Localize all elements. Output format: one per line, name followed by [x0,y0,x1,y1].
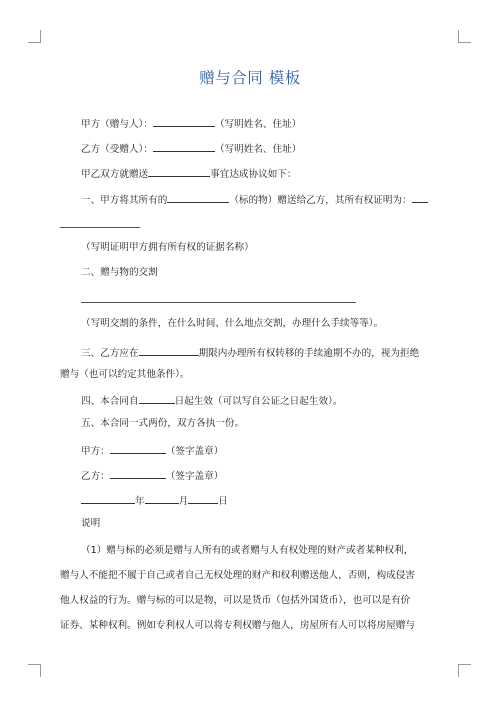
explanation-heading: 说明 [81,518,101,529]
month-blank[interactable] [145,493,179,504]
clause-4-prefix: 四、本合同自 [81,396,139,407]
date-line [81,493,228,508]
year-blank[interactable] [81,493,135,504]
explanation-line-4: 证券、某种权利。例如专利权人可以将专利权赠与他人，房屋所有人可以将房屋赠与 [60,620,415,631]
clause-1-note: （写明证明甲方拥有所有权的证据名称） [81,242,254,253]
party-a-line [81,116,301,131]
signature-a-blank[interactable] [110,443,166,454]
party-b-blank[interactable] [153,141,215,152]
crop-mark-top-right [458,30,471,43]
clause-1-proof-continuation-blank[interactable] [60,227,140,228]
gift-item-blank[interactable] [148,166,210,177]
day-label: 日 [218,496,228,507]
signature-b-blank[interactable] [110,468,166,479]
signature-b-label: 乙方： [81,471,110,482]
clause-1-proof-blank[interactable] [412,192,428,203]
clause-1-object-blank[interactable] [167,192,229,203]
clause-1-prefix: 一、甲方将其所有的 [81,195,168,206]
document-title: 赠与合同 模板 [199,69,301,87]
clause-4-suffix: 日起生效（可以写自公证之日起生效）。 [174,396,343,407]
clause-4-line [81,393,342,408]
clause-3-line [81,345,419,360]
clause-5-line: 五、本合同一式两份，双方各执一份。 [81,418,245,429]
intro-suffix: 事宜达成协议如下： [210,169,297,180]
signature-b-hint: （签字盖章） [165,471,224,482]
signature-b-line [81,468,223,483]
explanation-line-3: 他人权益的行为。赠与标的可以是物，可以是货币（包括外国货币），也可以是有价 [60,595,411,606]
crop-mark-top-left [28,30,41,43]
explanation-line-1: （1）赠与标的必须是赠与人所有的或者赠与人有权处理的财产或者某种权利， [81,545,414,556]
signature-a-hint: （签字盖章） [165,446,224,457]
clause-2-title: 二、赠与物的交割 [81,267,158,278]
crop-mark-bottom-left [28,664,41,677]
party-b-hint: （写明姓名、住址） [214,144,302,155]
party-a-label: 甲方（赠与人）： [81,119,153,130]
clause-4-effective-date-blank[interactable] [139,393,175,404]
clause-3-continuation: 赠与（也可以约定其他条件）。 [60,369,190,380]
year-label: 年 [135,496,145,507]
day-blank[interactable] [188,493,218,504]
clause-1-middle: （标的物）赠送给乙方，其所有权证明为： [229,195,412,206]
intro-prefix: 甲乙双方就赠送 [81,169,149,180]
clause-2-note: （写明交割的条件，在什么时间、什么地点交割，办理什么手续等等）。 [81,318,384,329]
clause-1-line [81,192,428,207]
month-label: 月 [178,496,189,507]
party-b-label: 乙方（受赠人）： [81,144,153,155]
signature-a-label: 甲方： [81,446,110,457]
clause-3-prefix: 三、乙方应在 [81,348,139,359]
signature-a-line [81,443,223,458]
party-b-line [81,141,301,156]
crop-mark-bottom-right [458,664,471,677]
clause-3-deadline-blank[interactable] [139,345,199,356]
party-a-hint: （写明姓名、住址） [214,119,302,130]
explanation-line-2: 赠与人不能把不履于自己或者自己无权处理的财产和权利赠送他人，否则，构成侵害 [60,570,415,581]
intro-line [81,166,297,181]
clause-3-suffix: 期限内办理所有权转移的手续逾期不办的，视为拒绝 [198,348,420,359]
party-a-blank[interactable] [153,116,215,127]
clause-2-blank[interactable] [81,302,356,303]
